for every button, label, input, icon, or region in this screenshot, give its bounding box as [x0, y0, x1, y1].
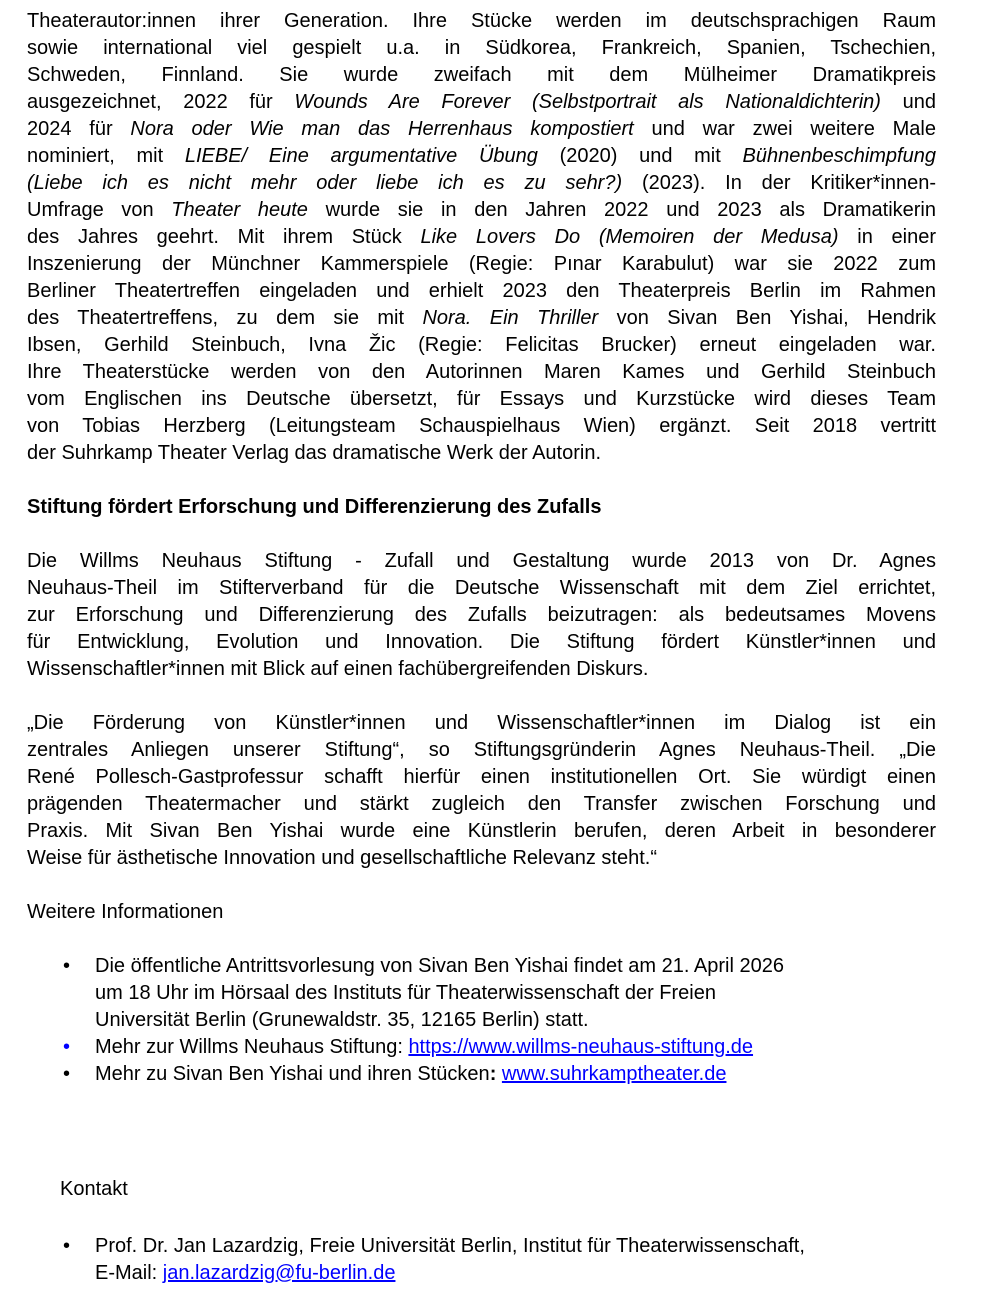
text-line [27, 440, 936, 467]
text-run: Bühnenbeschimpfung [742, 145, 936, 167]
text-run: ausgezeichnet, 2022 für [27, 91, 295, 113]
text-run: Wissenschaftler*innen mit Blick auf einen fachübergreifenden Diskurs. [27, 658, 649, 680]
text-line [27, 791, 936, 818]
text-line [27, 224, 936, 251]
text-run: E-Mail: [95, 1262, 163, 1284]
list-item [27, 953, 936, 1034]
text-line [27, 305, 936, 332]
text-run: 2024 für [27, 118, 131, 140]
text-run: Schweden, Finnland. Sie wurde zweifach mit dem Mülheimer Dramatikpreis [27, 64, 936, 86]
text-line [27, 548, 936, 575]
text-line [27, 359, 936, 386]
info-bullet-list [27, 953, 936, 1088]
text-run: der Suhrkamp Theater Verlag das dramatische Werk der Autorin. [27, 442, 601, 464]
bullet-text [95, 953, 920, 1034]
text-run: Like Lovers Do (Memoiren der Medusa) [420, 226, 839, 248]
hyperlink[interactable]: https://www.willms-neuhaus-stiftung.de [408, 1036, 754, 1058]
text-line [27, 197, 936, 224]
section-heading-stiftung: Stiftung fördert Erforschung und Differenzierung des Zufalls [27, 496, 602, 518]
text-line [95, 980, 920, 1007]
bullet-text [95, 1034, 920, 1061]
text-run: Prof. Dr. Jan Lazardzig, Freie Universität Berlin, Institut für Theaterwissenschaft, [95, 1235, 805, 1257]
text-run: Die öffentliche Antrittsvorlesung von Sivan Ben Yishai findet am 21. April 2026 [95, 955, 784, 977]
bullet-icon: • [63, 1063, 71, 1085]
text-line [95, 1034, 920, 1061]
text-run: um 18 Uhr im Hörsaal des Instituts für Theaterwissenschaft der Freien [95, 982, 716, 1004]
text-run: nominiert, mit [27, 145, 185, 167]
text-run: vom Englischen ins Deutsche übersetzt, für Essays und Kurzstücke wird dieses Team [27, 388, 936, 410]
text-run: Praxis. Mit Sivan Ben Yishai wurde eine Künstlerin berufen, deren Arbeit in besonderer [27, 820, 936, 842]
text-run: Universität Berlin (Grunewaldstr. 35, 12165 Berlin) statt. [95, 1009, 589, 1031]
paragraph-author-bio [27, 8, 936, 467]
text-run: Weise für ästhetische Innovation und gesellschaftliche Relevanz steht.“ [27, 847, 657, 869]
text-line [27, 386, 936, 413]
text-run: des Jahres geehrt. Mit ihrem Stück [27, 226, 421, 248]
text-run: zentrales Anliegen unserer Stiftung“, so Stiftungsgründerin Agnes Neuhaus-Theil. „Die [27, 739, 936, 761]
text-run: Mehr zur Willms Neuhaus Stiftung: [95, 1036, 409, 1058]
text-run: von Tobias Herzberg (Leitungsteam Schauspielhaus Wien) ergänzt. Seit 2018 vertritt [27, 415, 936, 437]
text-run: wurde sie in den Jahren 2022 und 2023 als Dramatikerin [307, 199, 936, 221]
text-run: zur Erforschung und Differenzierung des Zufalls beizutragen: als bedeutsames Movens [27, 604, 936, 626]
text-run: Die Willms Neuhaus Stiftung - Zufall und Gestaltung wurde 2013 von Dr. Agnes [27, 550, 936, 572]
text-line [27, 818, 936, 845]
text-run: Wounds Are Forever (Selbstportrait als Nationaldichterin) [294, 91, 881, 113]
text-run: LIEBE/ Eine argumentative Übung [184, 145, 538, 167]
text-run: Inszenierung der Münchner Kammerspiele (Regie: Pınar Karabulut) war sie 2022 zum [27, 253, 936, 275]
text-line [27, 710, 936, 737]
list-item [27, 1034, 936, 1061]
list-item [27, 1233, 936, 1287]
text-run: des Theatertreffens, zu dem sie mit [27, 307, 423, 329]
text-run: Mehr zu Sivan Ben Yishai und ihren Stücken [95, 1063, 490, 1085]
bullet-text [95, 1233, 920, 1287]
text-line [95, 953, 920, 980]
text-run: von Sivan Ben Yishai, Hendrik [598, 307, 936, 329]
text-run: Ibsen, Gerhild Steinbuch, Ivna Žic (Regie: Felicitas Brucker) erneut eingeladen war. [27, 334, 936, 356]
text-run: : [489, 1063, 502, 1085]
text-run: prägenden Theatermacher und stärkt zugleich den Transfer zwischen Forschung und [27, 793, 936, 815]
text-run: in einer [838, 226, 936, 248]
text-run: (2020) und mit [537, 145, 743, 167]
text-line [27, 170, 936, 197]
text-run: Theater heute [171, 199, 308, 221]
text-run: Ihre Theaterstücke werden von den Autorinnen Maren Kames und Gerhild Steinbuch [27, 361, 936, 383]
text-line [27, 602, 936, 629]
text-line [27, 575, 936, 602]
text-run: Theaterautor:innen ihrer Generation. Ihre Stücke werden im deutschsprachigen Raum [27, 10, 936, 32]
text-run: und [880, 91, 936, 113]
text-line [95, 1061, 920, 1088]
text-line [27, 251, 936, 278]
weitere-informationen-label: Weitere Informationen [27, 901, 224, 923]
text-run: Umfrage von [27, 199, 172, 221]
text-run: und war zwei weitere Male [633, 118, 936, 140]
text-run: (2023). In der Kritiker*innen- [622, 172, 936, 194]
text-run: (Liebe ich es nicht mehr oder liebe ich es zu sehr?) [27, 172, 623, 194]
text-run: „Die Förderung von Künstler*innen und Wissenschaftler*innen im Dialog ist ein [27, 712, 936, 734]
kontakt-label: Kontakt [60, 1178, 128, 1200]
paragraph-quote [27, 710, 936, 872]
text-line [27, 89, 936, 116]
text-line [27, 8, 936, 35]
text-run: Neuhaus-Theil im Stifterverband für die Deutsche Wissenschaft mit dem Ziel errichtet, [27, 577, 936, 599]
hyperlink[interactable]: jan.lazardzig@fu-berlin.de [162, 1262, 396, 1284]
text-line [95, 1233, 920, 1260]
text-line [27, 143, 936, 170]
text-line [95, 1260, 920, 1287]
text-line [95, 1007, 920, 1034]
text-line [27, 116, 936, 143]
bullet-icon: • [63, 1036, 71, 1058]
text-line [27, 656, 936, 683]
text-line [27, 737, 936, 764]
text-run: Berliner Theatertreffen eingeladen und erhielt 2023 den Theaterpreis Berlin im Rahmen [27, 280, 936, 302]
hyperlink[interactable]: www.suhrkamptheater.de [501, 1063, 727, 1085]
bullet-text [95, 1061, 920, 1088]
text-line [27, 413, 936, 440]
text-run: Nora oder Wie man das Herrenhaus kompostiert [130, 118, 634, 140]
text-line [27, 845, 936, 872]
text-line [27, 62, 936, 89]
paragraph-stiftung-info [27, 548, 936, 683]
kontakt-bullet-list [27, 1233, 936, 1287]
text-run: sowie international viel gespielt u.a. in Südkorea, Frankreich, Spanien, Tschechien, [27, 37, 936, 59]
bullet-icon: • [63, 1235, 71, 1257]
list-item [27, 1061, 936, 1088]
text-line [27, 35, 936, 62]
text-run: Nora. Ein Thriller [422, 307, 599, 329]
text-run: René Pollesch-Gastprofessur schafft hierfür einen institutionellen Ort. Sie würdigt einen [27, 766, 936, 788]
text-line [27, 764, 936, 791]
text-line [27, 278, 936, 305]
bullet-icon: • [63, 955, 71, 977]
text-line [27, 332, 936, 359]
text-run: für Entwicklung, Evolution und Innovation. Die Stiftung fördert Künstler*innen und [27, 631, 936, 653]
text-line [27, 629, 936, 656]
